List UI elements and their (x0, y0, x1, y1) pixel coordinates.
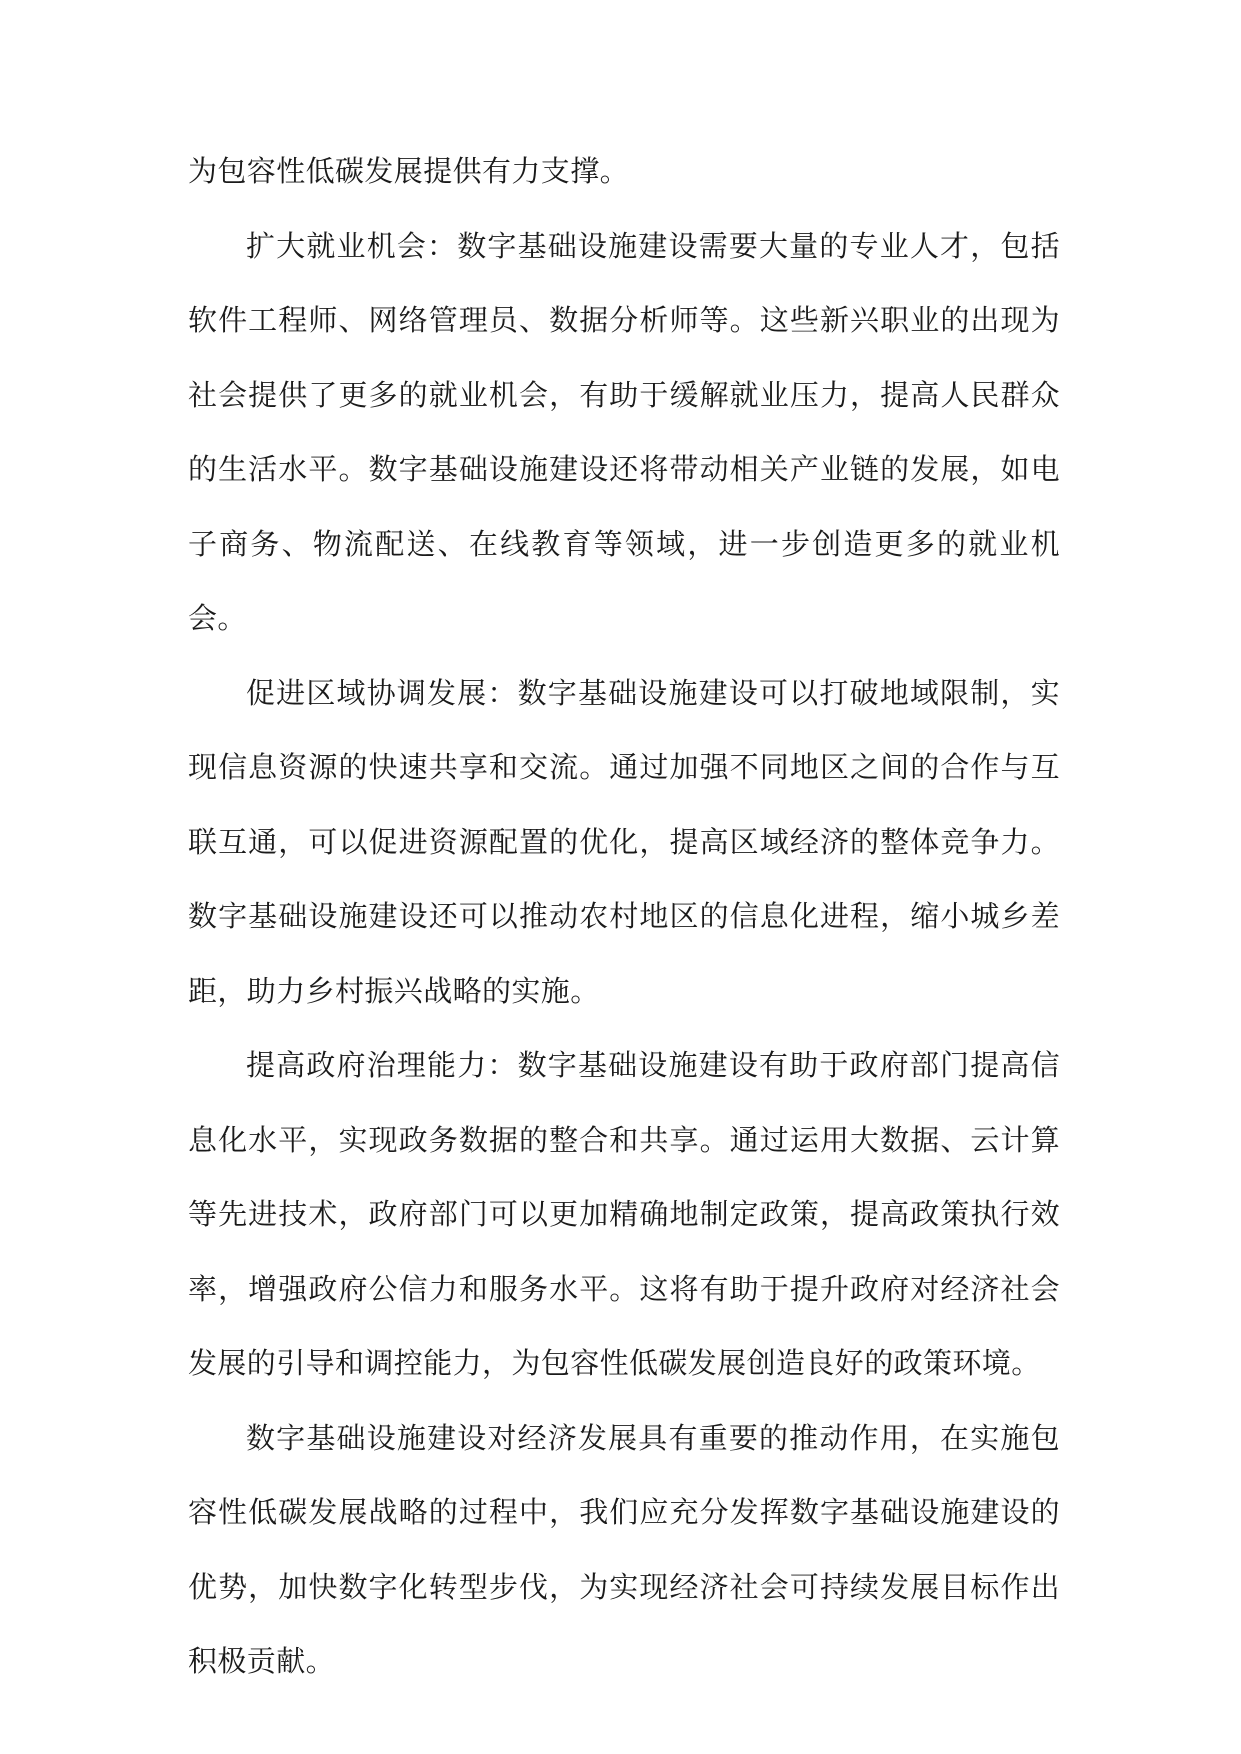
paragraph-governance: 提高政府治理能力：数字基础设施建设有助于政府部门提高信息化水平，实现政务数据的整合和共享。通过运用大数据、云计算等先进技术，政府部门可以更加精确地制定政策，提高政策执行效率，增强政府公信力和服务水平。这将有助于提升政府对经济社会发展的引导和调控能力，为包容性低碳发展创造良好的政策环境。 (188, 1048, 1060, 1380)
paragraph-employment: 扩大就业机会：数字基础设施建设需要大量的专业人才，包括软件工程师、网络管理员、数据分析师等。这些新兴职业的出现为社会提供了更多的就业机会，有助于缓解就业压力，提高人民群众的生活水平。数字基础设施建设还将带动相关产业链的发展，如电子商务、物流配送、在线教育等领域，进一步创造更多的就业机会。 (188, 228, 1060, 635)
paragraph-conclusion: 数字基础设施建设对经济发展具有重要的推动作用，在实施包容性低碳发展战略的过程中，我们应充分发挥数字基础设施建设的优势，加快数字化转型步伐，为实现经济社会可持续发展目标作出积极贡献。 (188, 1420, 1060, 1678)
paragraph-continuation: 为包容性低碳发展提供有力支撑。 (188, 154, 630, 188)
paragraph-regional-development: 促进区域协调发展：数字基础设施建设可以打破地域限制，实现信息资源的快速共享和交流。通过加强不同地区之间的合作与互联互通，可以促进资源配置的优化，提高区域经济的整体竞争力。数字基础设施建设还可以推动农村地区的信息化进程，缩小城乡差距，助力乡村振兴战略的实施。 (188, 675, 1060, 1008)
document-body (188, 134, 1060, 1699)
